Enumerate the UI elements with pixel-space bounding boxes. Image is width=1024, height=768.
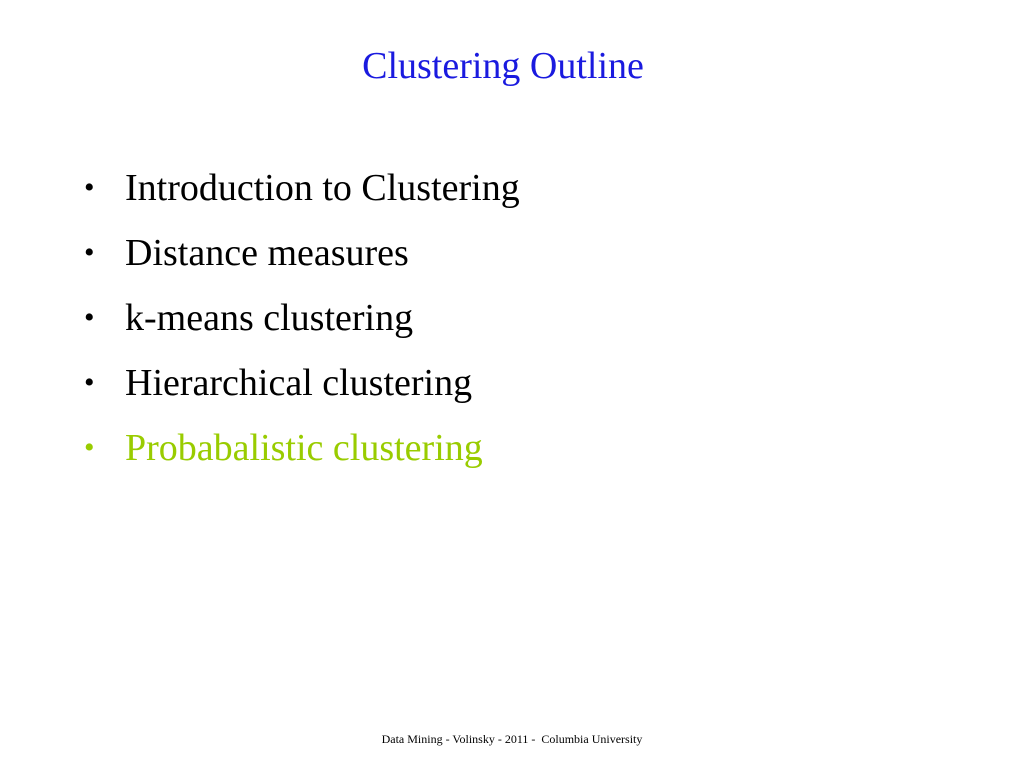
bullet-text: Probabalistic clustering (125, 427, 483, 469)
slide-footer: Data Mining - Volinsky - 2011 - Columbia University (381, 732, 643, 746)
bullet-text: Introduction to Clustering (125, 167, 520, 209)
bullet-text: Hierarchical clustering (125, 362, 473, 404)
bullet-marker: • (84, 171, 95, 204)
bullet-marker: • (84, 301, 95, 334)
bullet-marker: • (84, 236, 95, 269)
bullet-text: k-means clustering (125, 297, 414, 339)
bullet-marker: • (84, 366, 95, 399)
bullet-text: Distance measures (125, 232, 409, 274)
slide-title: Clustering Outline (362, 45, 644, 87)
bullet-marker: • (84, 431, 95, 464)
